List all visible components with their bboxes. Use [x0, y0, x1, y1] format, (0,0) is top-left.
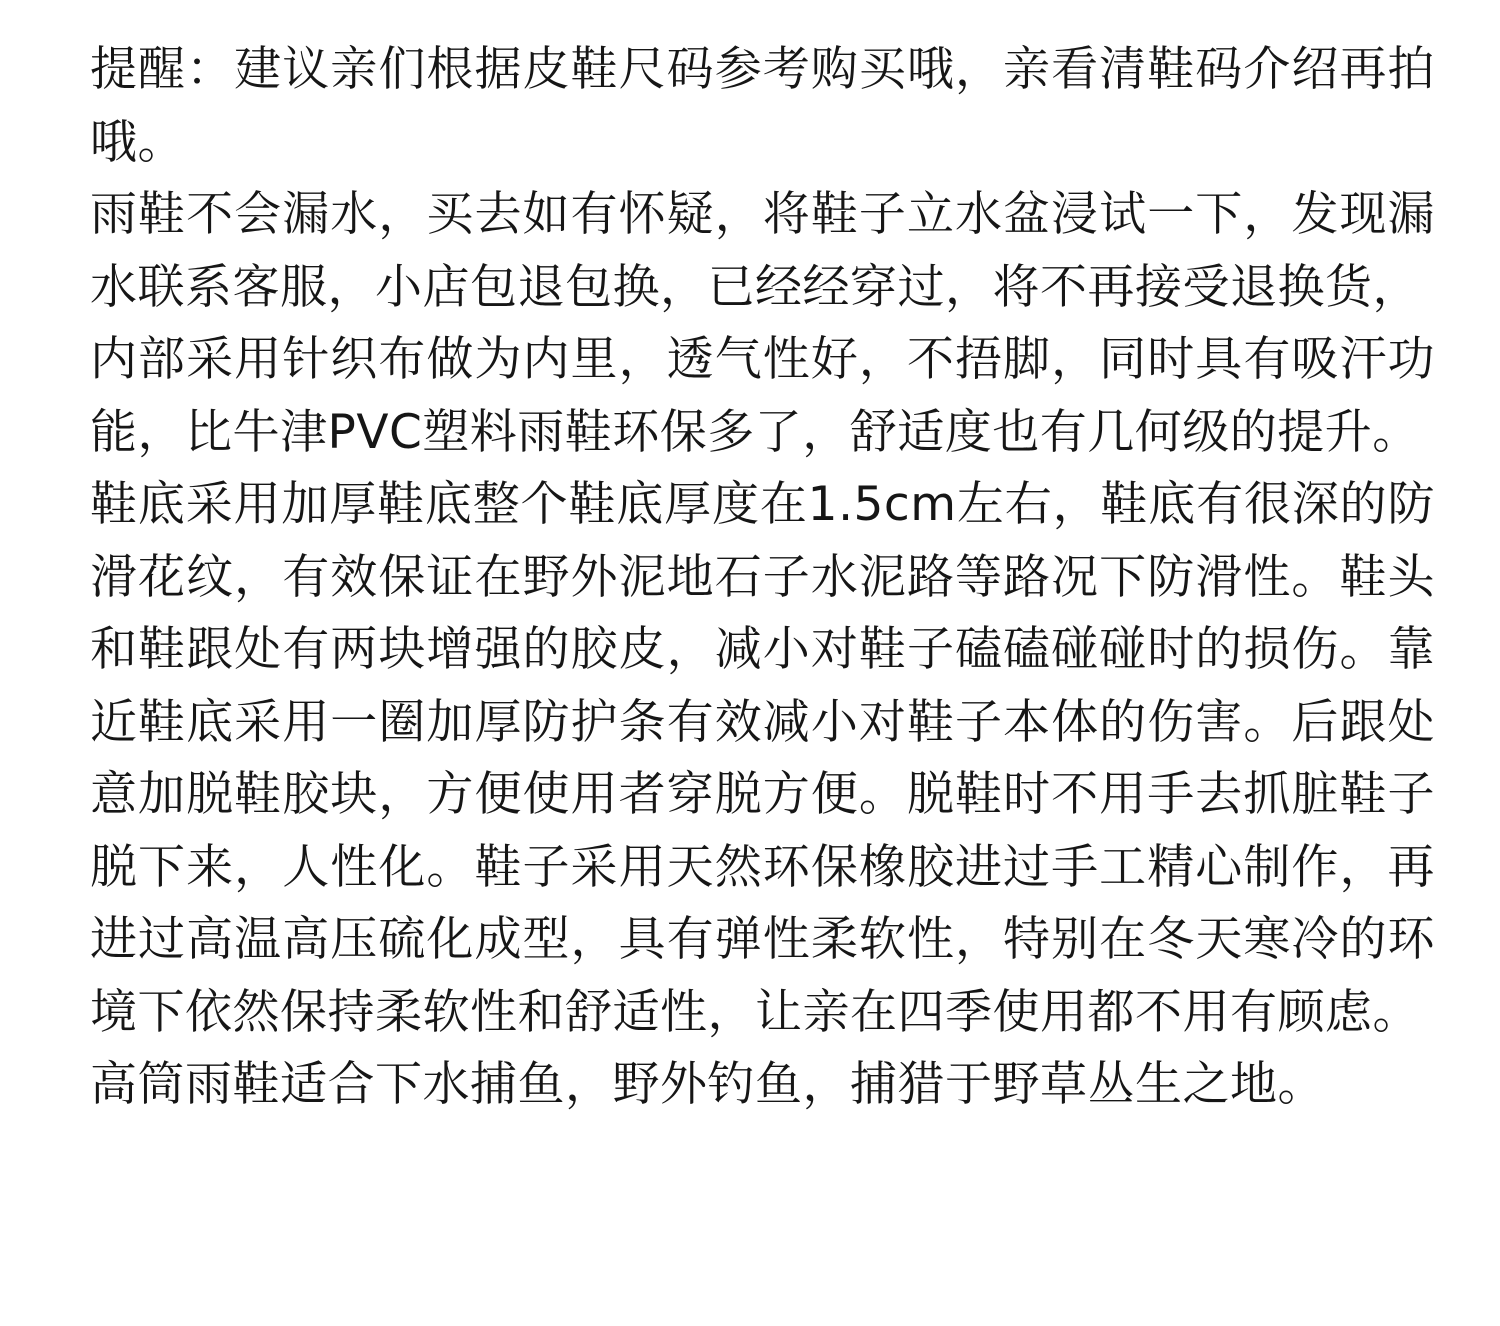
usage-paragraph: 高筒雨鞋适合下水捕鱼，野外钓鱼，捕猎于野草丛生之地。 [90, 1057, 1325, 1112]
reminder-paragraph: 提醒：建议亲们根据皮鞋尺码参考购买哦，亲看清鞋码介绍再拍哦。 [90, 42, 1435, 170]
lining-paragraph: 内部采用针织布做为内里，透气性好，不捂脚，同时具有吸汗功能，比牛津PVC塑料雨鞋环保多了，舒适度也有几何级的提升。 [90, 332, 1435, 460]
sole-paragraph: 鞋底采用加厚鞋底整个鞋底厚度在1.5cm左右，鞋底有很深的防滑花纹，有效保证在野外泥地石子水泥路等路况下防滑性。鞋头和鞋跟处有两块增强的胶皮，减小对鞋子磕磕碰碰时的损伤。靠近鞋底采用一圈加厚防护条有效减小对鞋子本体的伤害。后跟处意加脱鞋胶块，方便使用者穿脱方便。脱鞋时不用手去抓脏鞋子脱下来，人性化。鞋子采用天然环保橡胶进过手工精心制作，再进过高温高压硫化成型，具有弹性柔软性，特别在冬天寒冷的环境下依然保持柔软性和舒适性，让亲在四季使用都不用有顾虑。 [90, 477, 1435, 1040]
product-description [90, 34, 1435, 1122]
waterproof-paragraph: 雨鞋不会漏水，买去如有怀疑，将鞋子立水盆浸试一下，发现漏水联系客服，小店包退包换，已经经穿过，将不再接受退换货， [90, 187, 1435, 315]
